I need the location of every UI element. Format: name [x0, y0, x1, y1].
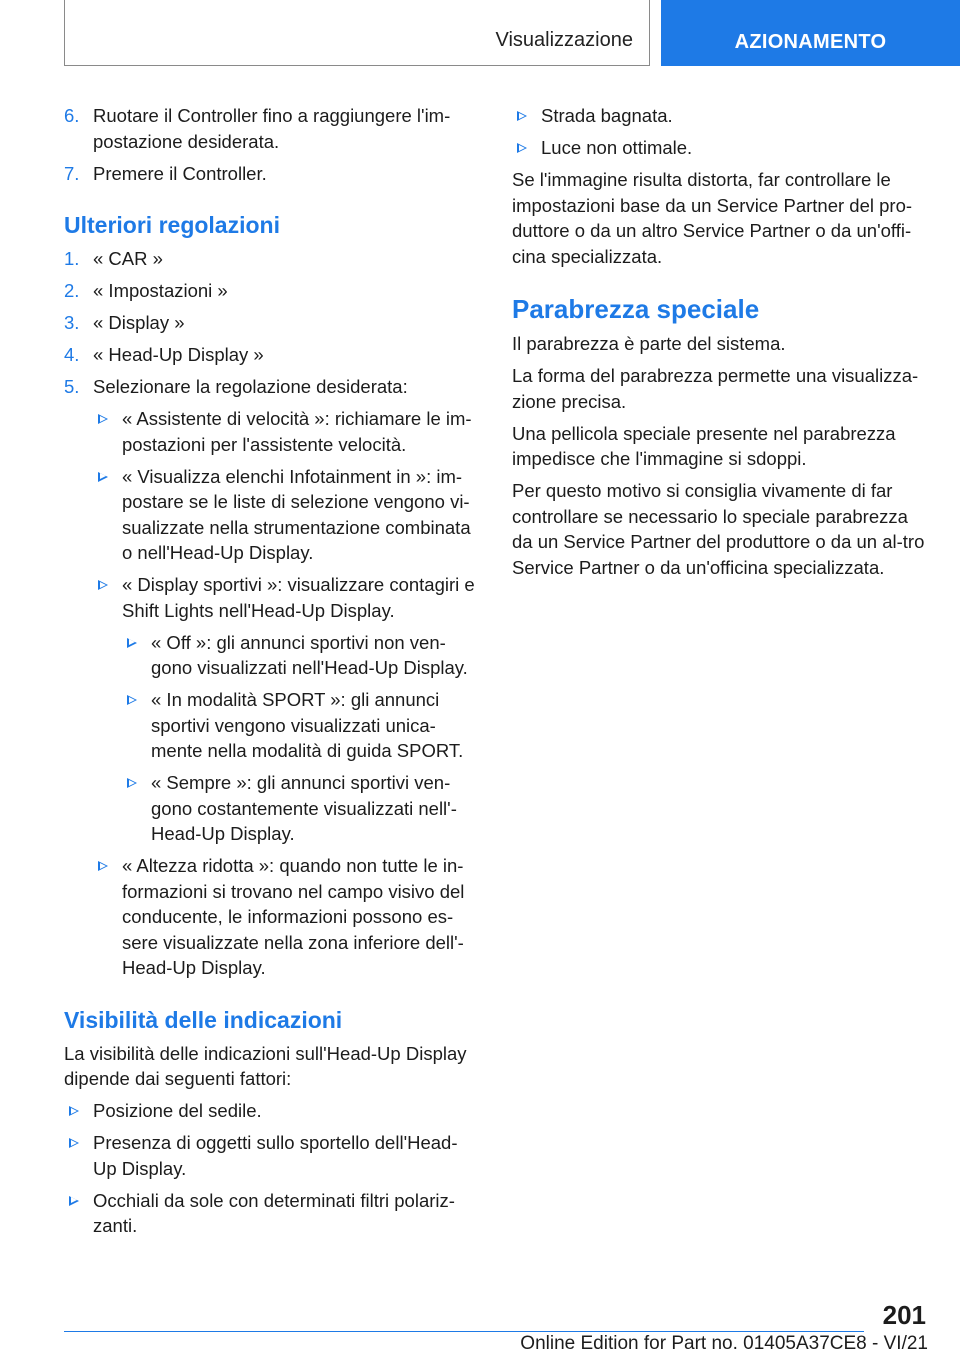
- bullet-text: « In modalità SPORT »: gli annunci sportivi vengono visualizzati unica-mente nella modalità di guida SPORT.: [151, 689, 464, 761]
- triangle-bullet-icon: [98, 861, 108, 871]
- triangle-bullet-icon: [517, 111, 527, 121]
- triangle-bullet-icon: [69, 1138, 79, 1148]
- bullet-item: [64, 1188, 480, 1239]
- bullet-text: « Altezza ridotta »: quando non tutte le in-formazioni si trovano nel campo visivo del conducente, le informazioni possono es-sere visualizzate nella zona inferiore dell'-Head-Up Display.: [122, 855, 465, 978]
- step-number: 1.: [64, 248, 80, 269]
- triangle-bullet-icon: [98, 472, 108, 482]
- step-number: 5.: [64, 376, 80, 397]
- bullet-item: [122, 630, 480, 681]
- step-number: 6.: [64, 105, 80, 126]
- bullet-item: [93, 406, 480, 457]
- bullet-text: Strada bagnata.: [541, 105, 673, 126]
- running-header: [64, 0, 650, 66]
- bullet-text: Presenza di oggetti sullo sportello dell'Head-Up Display.: [93, 1132, 458, 1179]
- step-item: [64, 278, 480, 304]
- bullet-text: « Sempre »: gli annunci sportivi ven-gono costantemente visualizzati nell'-Head-Up Display.: [151, 772, 457, 844]
- step-item: [64, 103, 480, 154]
- bullet-text: « Off »: gli annunci sportivi non ven-gono visualizzati nell'Head-Up Display.: [151, 631, 468, 678]
- triangle-bullet-icon: [69, 1196, 79, 1206]
- bullet-item: [122, 687, 480, 764]
- paragraph: Una pellicola speciale presente nel parabrezza impedisce che l'immagine si sdoppi.: [512, 422, 896, 469]
- triangle-bullet-icon: [127, 778, 137, 788]
- bullet-text: Posizione del sedile.: [93, 1100, 262, 1121]
- triangle-bullet-icon: [127, 695, 137, 705]
- step-item: [64, 310, 480, 336]
- footer-edition: Online Edition for Part no. 01405A37CE8 - VI/21: [520, 1333, 928, 1354]
- triangle-bullet-icon: [69, 1106, 79, 1116]
- triangle-bullet-icon: [98, 580, 108, 590]
- step-item: [64, 161, 480, 187]
- paragraph: Il parabrezza è parte del sistema.: [512, 333, 786, 354]
- triangle-bullet-icon: [98, 414, 108, 424]
- bullet-item: [122, 770, 480, 847]
- triangle-bullet-icon: [517, 143, 527, 153]
- step-item: [64, 342, 480, 368]
- header-section-title: Visualizzazione: [495, 29, 633, 51]
- bullet-item: [93, 464, 480, 566]
- bullet-text: « Visualizza elenchi Infotainment in »: im-postare se le liste di selezione vengono vi-sualizzate nella strumentazione combinata o nell'Head-Up Display.: [122, 465, 471, 563]
- step-text: Ruotare il Controller fino a raggiungere l'im-postazione desiderata.: [93, 105, 451, 152]
- heading-ulteriori-regolazioni: Ulteriori regolazioni: [64, 212, 280, 238]
- step-item: [64, 246, 480, 272]
- bullet-text: Luce non ottimale.: [541, 137, 693, 158]
- step-item: [64, 374, 480, 400]
- bullet-text: « Display sportivi »: visualizzare contagiri e Shift Lights nell'Head-Up Display.: [122, 574, 475, 621]
- bullet-item: [512, 103, 928, 129]
- header-chapter-tab: [661, 0, 960, 66]
- footer-divider: [64, 1331, 864, 1332]
- bullet-text: « Assistente di velocità »: richiamare le im-postazioni per l'assistente velocità.: [122, 408, 472, 455]
- paragraph: Per questo motivo si consiglia vivamente di far controllare se necessario lo speciale parabrezza da un Service Partner del produttore o da un al-tro Service Partner o da un'officina specializzata.: [512, 480, 925, 578]
- heading-visibilita: Visibilità delle indicazioni: [64, 1006, 343, 1033]
- step-text: Premere il Controller.: [93, 162, 267, 184]
- step-number: 2.: [64, 280, 80, 301]
- bullet-item: [93, 853, 480, 981]
- page-number: 201: [882, 1300, 926, 1330]
- bullet-item: [64, 1130, 480, 1181]
- right-column: [512, 103, 928, 580]
- left-column: [64, 103, 480, 1245]
- step-text: « Head-Up Display »: [93, 344, 264, 365]
- step-text: « Display »: [93, 312, 185, 333]
- step-number: 3.: [64, 312, 80, 333]
- paragraph: La visibilità delle indicazioni sull'Head-Up Display dipende dai seguenti fattori:: [64, 1042, 467, 1089]
- step-text: « Impostazioni »: [93, 280, 228, 301]
- bullet-item: [93, 572, 480, 623]
- step-number: 4.: [64, 344, 80, 365]
- bullet-text: Occhiali da sole con determinati filtri polariz-zanti.: [93, 1189, 455, 1236]
- step-text: Selezionare la regolazione desiderata:: [93, 376, 408, 397]
- step-text: « CAR »: [93, 248, 163, 269]
- bullet-item: [64, 1098, 480, 1124]
- paragraph: Se l'immagine risulta distorta, far controllare le impostazioni base da un Service Partner del pro-duttore o da un altro Service Partner o da un'offi-cina specializzata.: [512, 169, 913, 267]
- step-number: 7.: [64, 162, 80, 184]
- heading-parabrezza-speciale: Parabrezza speciale: [512, 294, 760, 324]
- triangle-bullet-icon: [127, 638, 137, 648]
- paragraph: La forma del parabrezza permette una visualizza-zione precisa.: [512, 365, 919, 412]
- header-chapter-title: AZIONAMENTO: [734, 31, 887, 53]
- bullet-item: [512, 135, 928, 161]
